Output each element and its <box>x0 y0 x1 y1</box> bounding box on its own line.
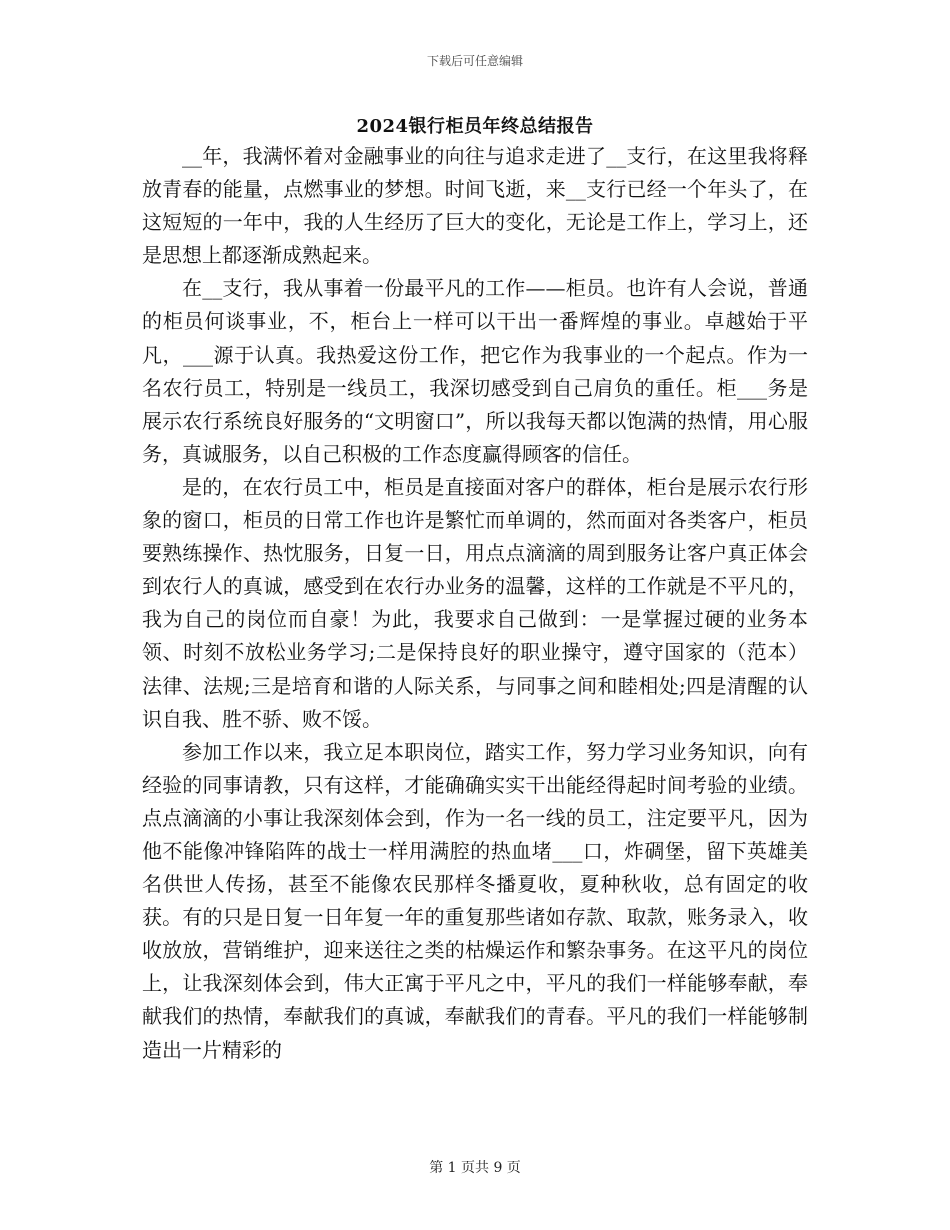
paragraph-4: 参加工作以来，我立足本职岗位，踏实工作，努力学习业务知识，向有经验的同事请教，只有这样，才能确确实实干出能经得起时间考验的业绩。点点滴滴的小事让我深刻体会到，作为一名一线的员工，注定要平凡，因为他不能像冲锋陷阵的战士一样用满腔的热血堵___口，炸碉堡，留下英雄美名供世人传扬，甚至不能像农民那样冬播夏收，夏种秋收，总有固定的收获。有的只是日复一日年复一年的重复那些诸如存款、取款，账务录入，收收放放，营销维护，迎来送往之类的枯燥运作和繁杂事务。在这平凡的岗位上，让我深刻体会到，伟大正寓于平凡之中，平凡的我们一样能够奉献，奉献我们的热情，奉献我们的真诚，奉献我们的青春。平凡的我们一样能够制造出一片精彩的 <box>142 739 808 1062</box>
paragraph-2: 在__支行，我从事着一份最平凡的工作——柜员。也许有人会说，普通的柜员何谈事业，不，柜台上一样可以干出一番辉煌的事业。卓越始于平凡，___源于认真。我热爱这份工作，把它作为我事业的一个起点。作为一名农行员工，特别是一线员工，我深切感受到自己肩负的重任。柜___务是展示农行系统良好服务的“文明窗口”，所以我每天都以饱满的热情，用心服务，真诚服务，以自己积极的工作态度赢得顾客的信任。 <box>142 276 808 466</box>
page-footer: 第 1 页共 9 页 <box>429 1160 521 1176</box>
page-header: 下载后可任意编辑 <box>426 54 523 68</box>
paragraph-3: 是的，在农行员工中，柜员是直接面对客户的群体，柜台是展示农行形象的窗口，柜员的日常工作也许是繁忙而单调的，然而面对各类客户，柜员要熟练操作、热忱服务，日复一日，用点点滴滴的周到服务让客户真正体会到农行人的真诚，感受到在农行办业务的温馨，这样的工作就是不平凡的，我为自己的岗位而自豪！为此，我要求自己做到：一是掌握过硬的业务本领、时刻不放松业务学习;二是保持良好的职业操守，遵守国家的（范本）法律、法规;三是培育和谐的人际关系，与同事之间和睦相处;四是清醒的认识自我、胜不骄、败不馁。 <box>142 474 808 731</box>
paragraph-1: __年，我满怀着对金融事业的向往与追求走进了__支行，在这里我将释放青春的能量，点燃事业的梦想。时间飞逝，来__支行已经一个年头了，在这短短的一年中，我的人生经历了巨大的变化，无论是工作上，学习上，还是思想上都逐渐成熟起来。 <box>142 144 808 268</box>
document-title: 2024银行柜员年终总结报告 <box>356 116 594 137</box>
document-body <box>142 140 808 1067</box>
